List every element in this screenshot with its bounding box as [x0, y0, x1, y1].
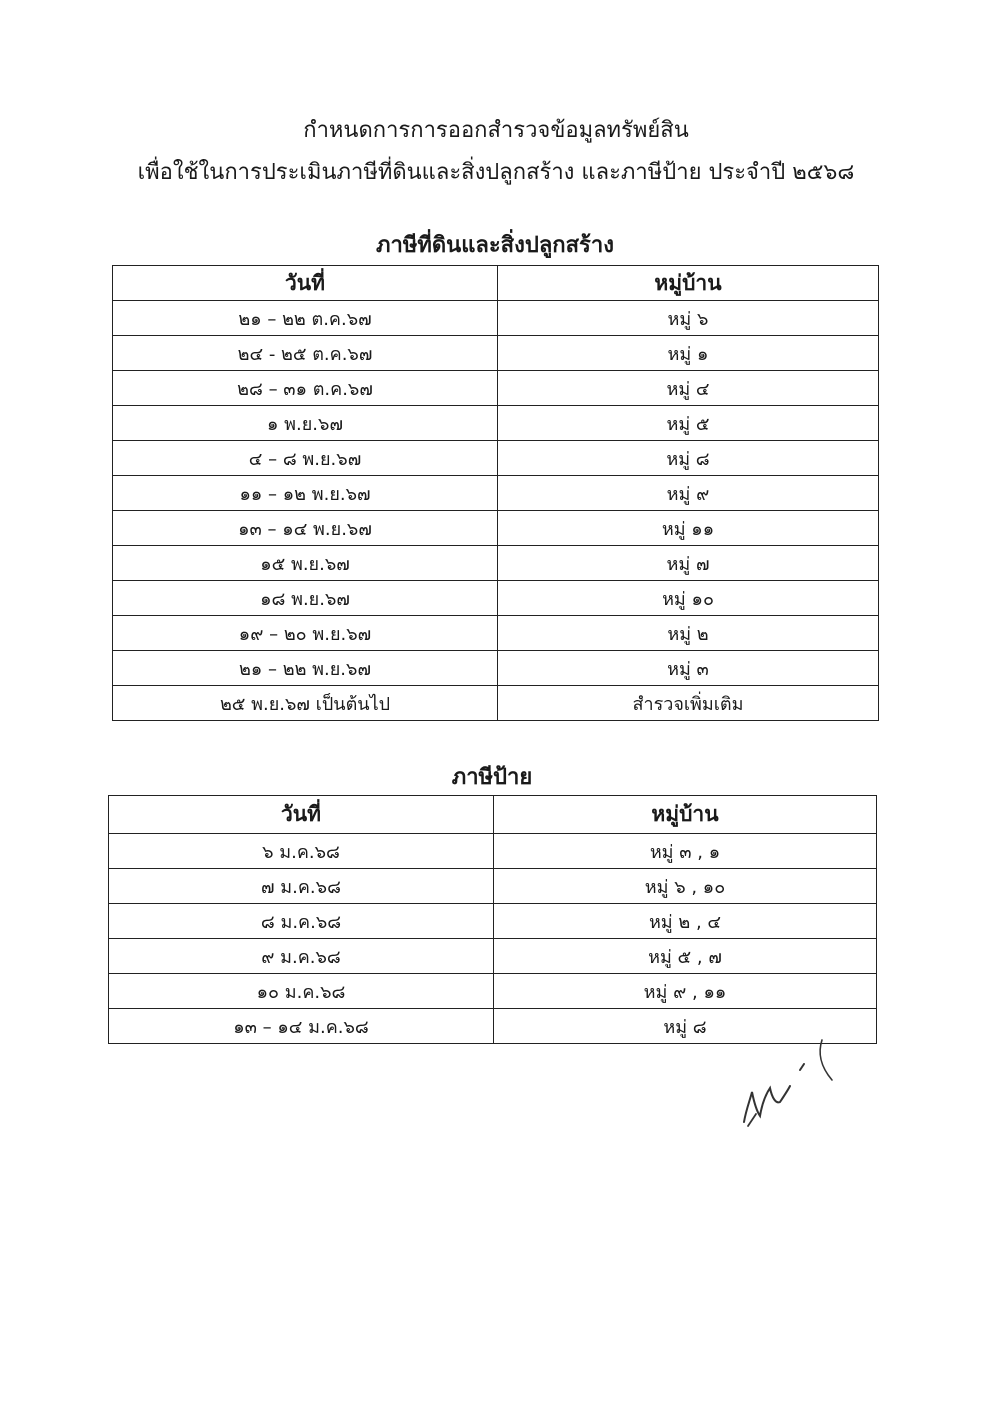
village-cell: หมู่ ๓ [498, 651, 879, 686]
date-cell: ๒๑ – ๒๒ ต.ค.๖๗ [113, 301, 498, 336]
column-header-village: หมู่บ้าน [498, 266, 879, 301]
date-cell: ๑๘ พ.ย.๖๗ [113, 581, 498, 616]
table-row [113, 406, 879, 441]
village-cell: หมู่ ๑๐ [498, 581, 879, 616]
date-cell: ๗ ม.ค.๖๘ [109, 869, 494, 904]
village-cell: หมู่ ๗ [498, 546, 879, 581]
table-row [113, 371, 879, 406]
land-tax-section-title: ภาษีที่ดินและสิ่งปลูกสร้าง [376, 233, 614, 258]
handwritten-signature [730, 1030, 850, 1140]
date-cell: ๒๕ พ.ย.๖๗ เป็นต้นไป [113, 686, 498, 721]
village-cell: หมู่ ๒ [498, 616, 879, 651]
table-row [113, 581, 879, 616]
sign-tax-schedule-table [108, 795, 877, 1044]
village-cell: หมู่ ๔ [498, 371, 879, 406]
table-row [113, 546, 879, 581]
date-cell: ๒๑ – ๒๒ พ.ย.๖๗ [113, 651, 498, 686]
date-cell: ๒๘ – ๓๑ ต.ค.๖๗ [113, 371, 498, 406]
document-title-line1: กำหนดการการออกสำรวจข้อมูลทรัพย์สิน [303, 118, 689, 143]
column-header-date: วันที่ [113, 266, 498, 301]
date-cell: ๔ – ๘ พ.ย.๖๗ [113, 441, 498, 476]
table-row [109, 834, 877, 869]
column-header-village: หมู่บ้าน [494, 796, 877, 834]
table-row [113, 651, 879, 686]
table-header-row [109, 796, 877, 834]
village-cell: หมู่ ๘ [498, 441, 879, 476]
village-cell: หมู่ ๑ [498, 336, 879, 371]
table-row [113, 336, 879, 371]
document-title-line2: เพื่อใช้ในการประเมินภาษีที่ดินและสิ่งปลูกสร้าง และภาษีป้าย ประจำปี ๒๕๖๘ [137, 160, 855, 185]
date-cell: ๑๕ พ.ย.๖๗ [113, 546, 498, 581]
village-cell: หมู่ ๕ [498, 406, 879, 441]
village-cell: หมู่ ๙ , ๑๑ [494, 974, 877, 1009]
village-cell: หมู่ ๖ , ๑๐ [494, 869, 877, 904]
table-row [109, 904, 877, 939]
table-row [109, 869, 877, 904]
village-cell: สำรวจเพิ่มเติม [498, 686, 879, 721]
date-cell: ๑๙ – ๒๐ พ.ย.๖๗ [113, 616, 498, 651]
date-cell: ๒๔ - ๒๕ ต.ค.๖๗ [113, 336, 498, 371]
date-cell: ๑๐ ม.ค.๖๘ [109, 974, 494, 1009]
table-row [113, 441, 879, 476]
village-cell: หมู่ ๙ [498, 476, 879, 511]
date-cell: ๘ ม.ค.๖๘ [109, 904, 494, 939]
village-cell: หมู่ ๘ [494, 1009, 877, 1044]
date-cell: ๑๓ – ๑๔ พ.ย.๖๗ [113, 511, 498, 546]
column-header-date: วันที่ [109, 796, 494, 834]
table-row [113, 511, 879, 546]
village-cell: หมู่ ๑๑ [498, 511, 879, 546]
sign-tax-section-title: ภาษีป้าย [451, 765, 533, 790]
date-cell: ๑๑ – ๑๒ พ.ย.๖๗ [113, 476, 498, 511]
land-tax-schedule-table [112, 265, 879, 721]
date-cell: ๑๓ – ๑๔ ม.ค.๖๘ [109, 1009, 494, 1044]
village-cell: หมู่ ๖ [498, 301, 879, 336]
table-row [113, 476, 879, 511]
table-row [113, 301, 879, 336]
table-row [109, 939, 877, 974]
table-row [109, 974, 877, 1009]
table-row [113, 616, 879, 651]
village-cell: หมู่ ๒ , ๔ [494, 904, 877, 939]
village-cell: หมู่ ๓ , ๑ [494, 834, 877, 869]
date-cell: ๑ พ.ย.๖๗ [113, 406, 498, 441]
table-header-row [113, 266, 879, 301]
date-cell: ๖ ม.ค.๖๘ [109, 834, 494, 869]
village-cell: หมู่ ๕ , ๗ [494, 939, 877, 974]
date-cell: ๙ ม.ค.๖๘ [109, 939, 494, 974]
table-row [113, 686, 879, 721]
